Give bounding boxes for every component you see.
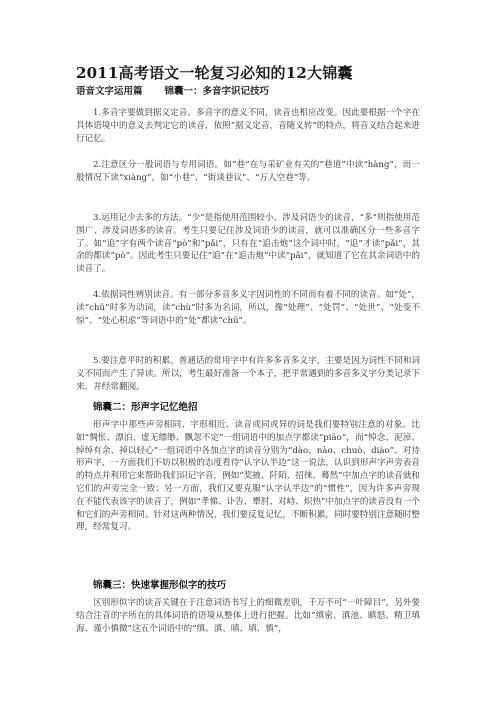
subtitle-category: 语音文字运用篇 (76, 86, 143, 97)
paragraph-7: 区别形似字的读音关键在于注意词语书写上的细微差别，千万不可“一叶障目”，另外要结合注音的字所在的具体词语的语境从整体上进行把握。比如“缜密、滇池、瞋怒、精卫填海、谨小慎微”这五个词语中的“缜、滇、嗔、填、慎”， (76, 598, 420, 634)
paragraph-3: 3.运用记少去多的方法。“少”是指使用范围较小、涉及词语少的读音，“多”则指使用范围广、涉及词语多的读音。考生只要记住涉及词语少的读音，就可以准确区分一些多音字了。如“追”字有两个读音“pò”和“pǎi”，只有在“追击炮”这个词中时，“追”才读“pǎi”，其余的都读“pò”。因此考生只要记住“追”在“追击炮”中读“pǎi”，就知道了它在其余词语中的读音了。 (76, 213, 420, 275)
subtitle-section: 锦囊一：多音字识记技巧 (164, 86, 270, 97)
paragraph-2: 2.注意区分一般词语与专用词语。如“巷”在与采矿业有关的“巷道”中读“hàng”，而一般情况下读“xiàng”，如“小巷”、“街谈巷议”、“万人空巷”等。 (76, 160, 420, 183)
paragraph-1: 1.多音字要做到据义定音。多音字的意义不同，读音也相应改变。因此要根据一个字在具体语境中的意义去判定它的读音，依照“据义定音，音随义转”的特点，将音义结合起来进行记忆。 (76, 108, 420, 144)
section-heading-3: 锦囊三：快速掌握形似字的技巧 (93, 580, 227, 591)
paragraph-5: 5.要注意平时的积累。普通话的常用字中有许多多音多义字，主要是因为词性不同和词义不同而产生了异读。所以，考生最好准备一个本子，把平常遇到的多音多义字分类记录下来，并经常翻阅。 (76, 356, 420, 392)
paragraph-4: 4.依据词性辨别读音。有一部分多音多义字因词性的不同而有着不同的读音。如“处”，读“chǔ”时多为动词，读“chù”时多为名词，所以，像“处理”、“处罚”、“处世”、“处变不惊”、“处心积虑”等词语中的“处”都读“chǔ”。 (76, 290, 420, 326)
section-heading-2: 锦囊二：形声字记忆绝招 (93, 402, 198, 413)
page-title: 2011高考语文一轮复习必知的12大锦囊 (76, 64, 353, 82)
subtitle-line (76, 86, 269, 98)
paragraph-6: 形声字中那些声旁相同、字形相近、读音或同或异的词是我们要特别注意的对象。比如“惆怅、漂泊、虚无缥缈、飘忽不定”一组词语中的加点字都读“piāo”，而“悼念、泥淖、绰绰有余、掉以轻心”一组词语中各加点字的读音分别为“dào、nào、chuò、diào”。对待形声字，一方面我们不妨以积极的态度看待“认字认半边”这一说法，认识到形声字声旁表音的特点并利用它来帮助我们识记字音，例如“奖掖、阡陌、招徕、蓦然”中加点字的读音就和它们的声旁完全一致；另一方面，我们又要克服“认字认半边”的“惯性”，因为许多声旁现在不能代表该字的读音了，例如“孝悌、讣告、犟肘、对峙、炽热”中加点字的读音没有一个和它们的声旁相同。针对这两种情况，我们要反复记忆，不断积累，同时要特别注意随时整理，经常复习。 (76, 420, 420, 533)
